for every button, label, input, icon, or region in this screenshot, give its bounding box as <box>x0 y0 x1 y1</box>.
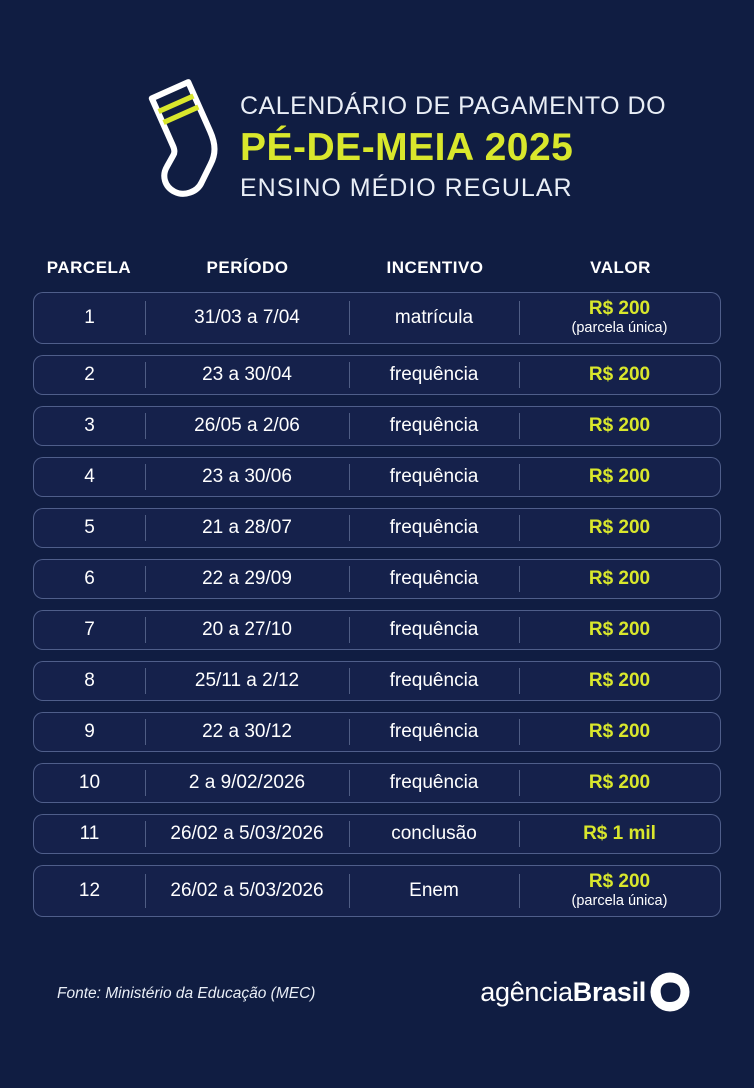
header <box>240 92 666 203</box>
cell-periodo: 20 a 27/10 <box>145 611 349 649</box>
cell-parcela: 2 <box>84 364 95 385</box>
cell-periodo: 26/02 a 5/03/2026 <box>145 866 349 916</box>
table-row <box>33 814 721 854</box>
cell-parcela: 8 <box>84 670 95 691</box>
cell-valor <box>519 458 720 496</box>
cell-periodo: 23 a 30/04 <box>145 356 349 394</box>
cell-valor <box>519 662 720 700</box>
table-row <box>33 763 721 803</box>
table-row <box>33 865 721 917</box>
column-header-incentivo: INCENTIVO <box>386 258 484 277</box>
cell-valor <box>519 356 720 394</box>
cell-periodo: 21 a 28/07 <box>145 509 349 547</box>
cell-incentivo: frequência <box>349 713 519 751</box>
cell-parcela: 9 <box>84 721 95 742</box>
cell-incentivo: frequência <box>349 407 519 445</box>
cell-periodo: 25/11 a 2/12 <box>145 662 349 700</box>
value-text: R$ 200 <box>588 567 651 589</box>
cell-incentivo: frequência <box>349 509 519 547</box>
cell-incentivo: frequência <box>349 662 519 700</box>
value-note: (parcela única) <box>571 320 668 337</box>
header-subtitle: ENSINO MÉDIO REGULAR <box>240 174 573 202</box>
cell-parcela: 5 <box>84 517 95 538</box>
table-header <box>33 258 721 278</box>
payment-table <box>33 258 721 928</box>
cell-parcela: 7 <box>84 619 95 640</box>
value-text: R$ 200 <box>588 414 651 436</box>
table-row <box>33 610 721 650</box>
value-text: R$ 200 <box>588 298 651 320</box>
value-text: R$ 200 <box>588 669 651 691</box>
cell-periodo: 31/03 a 7/04 <box>145 293 349 343</box>
cell-parcela: 4 <box>84 466 95 487</box>
cell-valor <box>519 509 720 547</box>
cell-valor <box>519 713 720 751</box>
source-note: Fonte: Ministério da Educação (MEC) <box>57 985 316 1002</box>
cell-parcela: 3 <box>84 415 95 436</box>
value-text: R$ 200 <box>588 363 651 385</box>
cell-incentivo: frequência <box>349 611 519 649</box>
cell-valor <box>519 293 720 343</box>
table-row <box>33 406 721 446</box>
column-header-parcela: PARCELA <box>46 258 132 277</box>
table-row <box>33 559 721 599</box>
column-header-valor: VALOR <box>590 258 651 277</box>
cell-parcela: 12 <box>78 880 101 901</box>
cell-parcela: 10 <box>78 772 101 793</box>
cell-periodo: 22 a 30/12 <box>145 713 349 751</box>
cell-periodo: 2 a 9/02/2026 <box>145 764 349 802</box>
logo-balloon-icon <box>650 972 690 1012</box>
cell-periodo: 23 a 30/06 <box>145 458 349 496</box>
cell-parcela: 11 <box>79 823 100 844</box>
cell-periodo: 22 a 29/09 <box>145 560 349 598</box>
cell-periodo: 26/02 a 5/03/2026 <box>145 815 349 853</box>
agencia-brasil-logo <box>480 972 690 1012</box>
cell-valor <box>519 611 720 649</box>
sock-icon <box>134 74 238 208</box>
value-text: R$ 200 <box>588 516 651 538</box>
cell-valor <box>519 407 720 445</box>
column-header-periodo: PERÍODO <box>206 258 289 277</box>
cell-incentivo: Enem <box>349 866 519 916</box>
page-title: PÉ-DE-MEIA 2025 <box>240 126 574 169</box>
cell-valor <box>519 560 720 598</box>
table-row <box>33 661 721 701</box>
value-text: R$ 200 <box>588 871 651 893</box>
cell-incentivo: conclusão <box>349 815 519 853</box>
cell-parcela: 1 <box>84 307 95 328</box>
value-text: R$ 200 <box>588 618 651 640</box>
cell-incentivo: frequência <box>349 764 519 802</box>
header-kicker: CALENDÁRIO DE PAGAMENTO DO <box>240 92 667 120</box>
cell-periodo: 26/05 a 2/06 <box>145 407 349 445</box>
table-row <box>33 712 721 752</box>
value-text: R$ 200 <box>588 771 651 793</box>
cell-incentivo: frequência <box>349 356 519 394</box>
table-row <box>33 457 721 497</box>
cell-parcela: 6 <box>84 568 95 589</box>
cell-incentivo: frequência <box>349 458 519 496</box>
cell-incentivo: matrícula <box>349 293 519 343</box>
table-row <box>33 355 721 395</box>
table-rows <box>33 292 721 917</box>
table-row <box>33 508 721 548</box>
table-row <box>33 292 721 344</box>
cell-valor <box>519 764 720 802</box>
value-text: R$ 1 mil <box>583 822 656 844</box>
cell-incentivo: frequência <box>349 560 519 598</box>
value-text: R$ 200 <box>588 465 651 487</box>
value-text: R$ 200 <box>588 720 651 742</box>
logo-text-agencia: agência <box>480 976 573 1007</box>
cell-valor <box>519 815 720 853</box>
cell-valor <box>519 866 720 916</box>
logo-text-brasil: Brasil <box>572 976 646 1007</box>
value-note: (parcela única) <box>571 893 668 910</box>
